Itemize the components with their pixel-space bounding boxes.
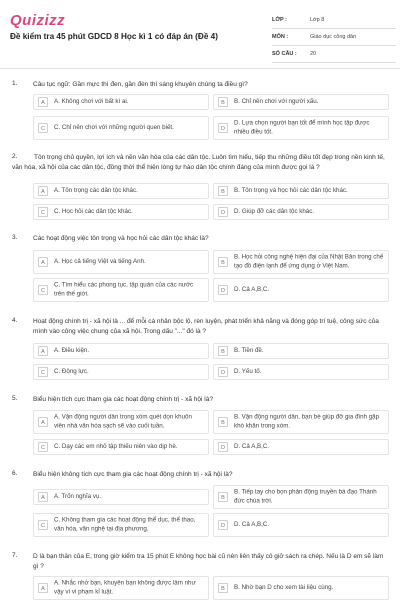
option-letter: A [38, 583, 48, 593]
option-a[interactable] [33, 94, 209, 110]
option-letter: C [38, 520, 48, 530]
quizizz-logo: Quizizz [10, 12, 66, 29]
option-text: A. Điều kiện. [54, 346, 90, 354]
question-number: 3. [12, 234, 18, 241]
option-text: D. Cả A,B,C. [234, 442, 270, 450]
option-a[interactable] [33, 343, 209, 359]
option-text: D. Lựa chọn người bạn tốt để mình học tập được nhiều điều tốt. [234, 119, 370, 135]
page-header [0, 0, 400, 65]
option-letter: A [38, 186, 48, 196]
option-letter: A [38, 97, 48, 107]
option-letter: B [218, 417, 228, 427]
option-text: A. Học cả tiếng Việt và tiếng Anh. [54, 257, 146, 265]
option-letter: C [38, 207, 48, 217]
option-d[interactable] [213, 364, 389, 380]
option-text: A. Vận động người dân trong xóm quét dọn khuôn viên nhà văn hóa sạch sẽ vào cuối tuần. [54, 413, 192, 429]
question-number: 5. [12, 395, 18, 402]
option-letter: B [218, 346, 228, 356]
option-text: A. Không chơi với bất kì ai. [54, 97, 129, 105]
info-panel [272, 12, 396, 63]
option-a[interactable] [33, 489, 209, 505]
option-letter: D [218, 123, 228, 133]
option-letter: D [218, 207, 228, 217]
document-title: Đề kiểm tra 45 phút GDCD 8 Học kì 1 có đáp án (Đề 4) [10, 32, 218, 41]
question-text: Biểu hiện tích cực tham gia các hoạt động chính trị - xã hội là? [33, 396, 213, 403]
option-text: B. Tôn trọng và học hỏi các dân tộc khác. [234, 186, 348, 194]
header-divider [0, 68, 400, 69]
info-row-subject [272, 29, 396, 46]
question-text: D là bạn thân của E, trong giờ kiểm tra 15 phút E không học bài cũ nên liên thấy cô giở sách ra chép. Nếu là D em sẽ làm gì ? [33, 553, 384, 570]
option-letter: C [38, 442, 48, 452]
info-value: 20 [310, 51, 317, 57]
option-text: B. Chỉ nên chơi với người xấu. [234, 97, 319, 105]
option-b[interactable] [213, 250, 389, 274]
question-text: Biểu hiện không tích cực tham gia các hoạt động chính trị - xã hội là? [33, 471, 233, 478]
option-a[interactable] [33, 183, 209, 199]
option-text: D. Cả A,B,C. [234, 285, 270, 293]
option-letter: B [218, 583, 228, 593]
question-number: 4. [12, 317, 18, 324]
question-number: 2. [12, 153, 18, 160]
option-b[interactable] [213, 576, 389, 600]
option-text: A. Nhắc nhở bạn, khuyên bạn không được làm như vậy vì vi phạm kỉ luật. [54, 579, 196, 595]
question-number: 1. [12, 80, 18, 87]
option-text: C. Dạy các em nhỏ tập thiếu niên vào dịp hè. [54, 442, 178, 450]
option-a[interactable] [33, 250, 209, 274]
option-a[interactable] [33, 576, 209, 600]
option-letter: D [218, 520, 228, 530]
option-text: C. Động lực. [54, 367, 89, 375]
question-text: Các hoạt động việc tôn trọng và học hỏi các dân tộc khác là? [33, 235, 209, 242]
option-c[interactable] [33, 204, 209, 220]
info-row-class [272, 12, 396, 29]
info-row-count [272, 46, 396, 63]
question-text: Hoạt động chính trị - xã hội là ... để mỗi cá nhân bộc lộ, rèn luyện, phát triển khả năng và đóng góp trí tuệ, công sức của mình vào công việc chung của xã hội. Trong dấu "..." đó là ? [33, 318, 379, 335]
option-c[interactable] [33, 364, 209, 380]
option-letter: B [218, 97, 228, 107]
option-d[interactable] [213, 439, 389, 455]
option-text: B. Tiền đề. [234, 346, 264, 354]
option-letter: C [38, 123, 48, 133]
option-letter: B [218, 492, 228, 502]
option-d[interactable] [213, 116, 389, 140]
option-text: C. Chỉ nên chơi với những người quen biết. [54, 123, 174, 131]
option-text: B. Nhờ bạn D cho xem tài liệu cùng. [234, 583, 334, 591]
option-text: B. Học hỏi công nghệ hiện đại của Nhật Bản trong chế tạo đồ điện lạnh để ứng dụng ở Việt Nam. [234, 253, 384, 269]
option-b[interactable] [213, 343, 389, 359]
option-text: C. Không tham gia các hoạt động thể dục, thể thao, văn hóa, văn nghệ tại địa phương. [54, 516, 196, 532]
option-d[interactable] [213, 204, 389, 220]
info-label: MÔN : [272, 34, 289, 40]
option-text: D. Giúp đỡ các dân tộc khác. [234, 207, 315, 215]
option-text: D. Cả A,B,C. [234, 520, 270, 528]
option-text: C. Học hỏi các dân tộc khác. [54, 207, 133, 215]
option-letter: A [38, 492, 48, 502]
info-label: SỐ CÂU : [272, 51, 297, 57]
option-letter: B [218, 257, 228, 267]
option-letter: A [38, 346, 48, 356]
option-c[interactable] [33, 278, 209, 302]
option-text: D. Yếu tố. [234, 367, 262, 375]
option-d[interactable] [213, 513, 389, 537]
question-number: 7. [12, 552, 18, 559]
option-d[interactable] [213, 278, 389, 302]
option-a[interactable] [33, 410, 209, 434]
option-text: B. Tiếp tay cho bọn phản động truyền bá đạo Thánh đức chúa trời. [234, 488, 377, 504]
info-label: LỚP : [272, 17, 287, 23]
question-number: 6. [12, 470, 18, 477]
option-c[interactable] [33, 439, 209, 455]
option-letter: C [38, 367, 48, 377]
option-letter: B [218, 186, 228, 196]
option-letter: D [218, 285, 228, 295]
option-letter: D [218, 367, 228, 377]
option-b[interactable] [213, 485, 389, 509]
option-text: A. Trốn nghĩa vụ. [54, 492, 102, 500]
option-letter: A [38, 257, 48, 267]
option-c[interactable] [33, 513, 209, 537]
option-text: A. Tôn trọng các dân tộc khác. [54, 186, 138, 194]
option-text: B. Vận động người dân, bạn bè giúp đỡ gia đình gặp khó khăn trong xóm. [234, 413, 380, 429]
info-value: Giáo dục công dân [310, 34, 357, 40]
option-c[interactable] [33, 116, 209, 140]
option-letter: A [38, 417, 48, 427]
option-text: C. Tìm hiểu các phong tục, tập quán của các nước trên thế giới. [54, 281, 194, 297]
option-b[interactable] [213, 94, 389, 110]
info-value: Lớp 8 [310, 17, 325, 23]
option-b[interactable] [213, 183, 389, 199]
option-letter: D [218, 442, 228, 452]
question-text: Tôn trọng chủ quyền, lợi ích và nền văn hóa của các dân tộc. Luôn tìm hiểu, tiếp thu những điều tốt đẹp trong nền kinh tế, văn hóa, xã hội của các dân tộc, đồng thời thể hiện lòng tự hào dân tộc chính đáng của mình được gọi là ? [12, 154, 385, 171]
option-b[interactable] [213, 410, 389, 434]
question-text: Câu tục ngữ: Gần mực thì đen, gần đèn thì sáng khuyên chúng ta điều gì? [33, 81, 248, 88]
option-letter: C [38, 285, 48, 295]
